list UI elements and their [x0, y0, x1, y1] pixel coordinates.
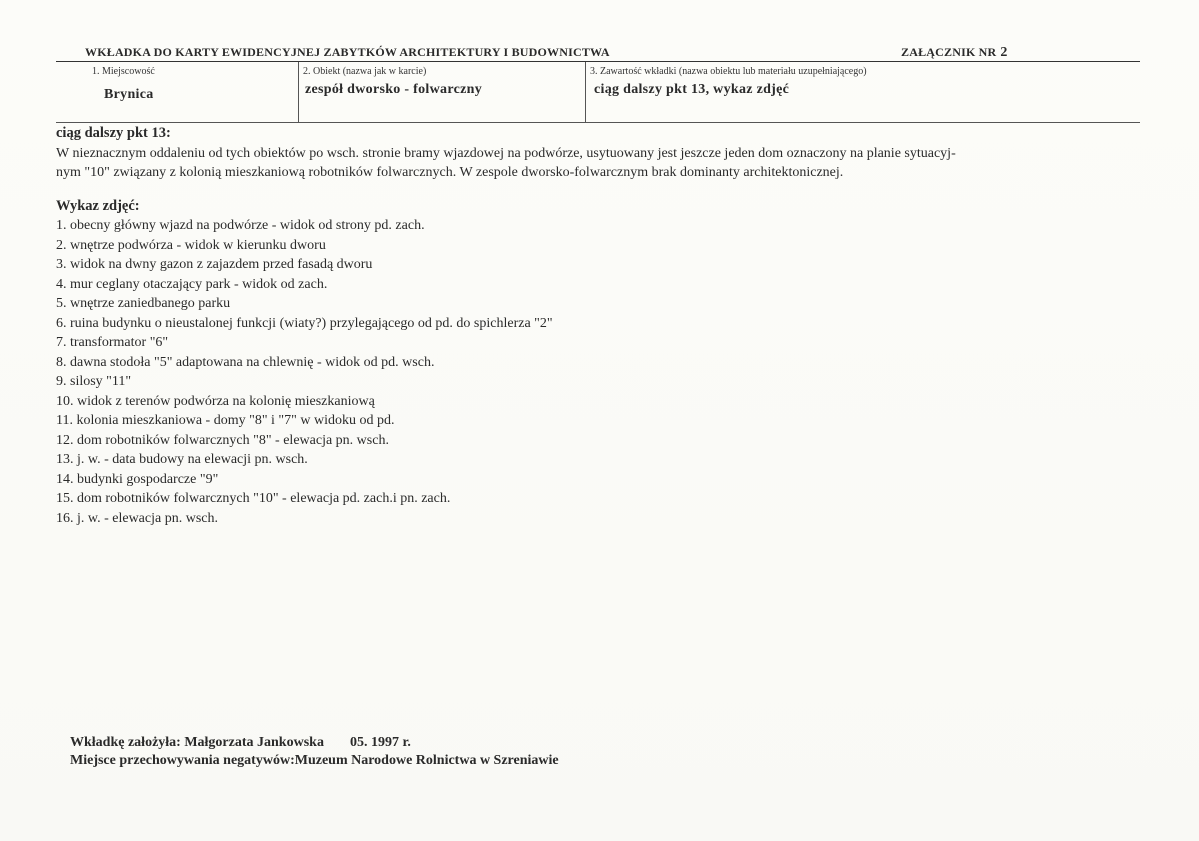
photos-heading: Wykaz zdjęć:	[56, 197, 140, 214]
description-line-2: nym "10" związany z kolonią mieszkaniową robotników folwarcznych. W zespole dworsko-folwarcznym brak dominanty architektonicznej.	[56, 165, 844, 180]
locality-cell	[56, 62, 298, 122]
continuation-heading: ciąg dalszy pkt 13:	[56, 125, 171, 141]
annex-label-text: ZAŁĄCZNIK NR	[901, 45, 997, 59]
object-label: 2. Obiekt (nazwa jak w karcie)	[303, 66, 427, 77]
photo-list-item: 3. widok na dwny gazon z zajazdem przed fasadą dworu	[56, 257, 373, 272]
locality-label: 1. Miejscowość	[92, 66, 155, 77]
photo-list-item: 5. wnętrze zaniedbanego parku	[56, 296, 231, 311]
description-paragraph	[56, 144, 1146, 183]
photo-list-item: 8. dawna stodoła "5" adaptowana na chlewnię - widok od pd. wsch.	[56, 354, 435, 370]
content-value: ciąg dalszy pkt 13, wykaz zdjęć	[594, 82, 790, 97]
document-body	[56, 124, 1146, 528]
creation-date: 05. 1997 r.	[349, 735, 411, 750]
photo-list-item: 14. budynki gospodarcze "9"	[56, 471, 219, 487]
object-cell	[298, 62, 586, 122]
author-row	[70, 734, 559, 752]
photo-list-item: 4. mur ceglany otaczający park - widok od zach.	[56, 276, 328, 292]
content-cell	[585, 62, 1141, 122]
storage-location: Miejsce przechowywania negatywów:Muzeum Narodowe Rolnictwa w Szreniawie	[70, 753, 559, 768]
object-value: zespół dworsko - folwarczny	[305, 82, 482, 97]
document-title: WKŁADKA DO KARTY EWIDENCYJNEJ ZABYTKÓW ARCHITEKTURY I BUDOWNICTWA	[85, 45, 610, 59]
fields-table	[56, 61, 1140, 123]
photo-list-item: 7. transformator "6"	[56, 335, 169, 350]
annex-label	[901, 45, 1008, 61]
photo-list-item: 6. ruina budynku o nieustalonej funkcji (wiaty?) przylegającego od pd. do spichlerza "2"	[56, 315, 553, 331]
photo-list-item: 2. wnętrze podwórza - widok w kierunku dworu	[56, 237, 326, 253]
content-label: 3. Zawartość wkładki (nazwa obiektu lub materiału uzupełniającego)	[590, 66, 867, 77]
document-footer	[70, 734, 559, 770]
description-line-1: W nieznacznym oddaleniu od tych obiektów po wsch. stronie bramy wjazdowej na podwórze, usytuowany jest jeszcze jeden dom oznaczony na planie sytuacyj-	[56, 145, 956, 161]
photo-list-item: 12. dom robotników folwarcznych "8" - elewacja pn. wsch.	[56, 432, 389, 448]
author-text: Wkładkę założyła: Małgorzata Jankowska	[70, 735, 324, 750]
photo-list	[56, 216, 1146, 528]
photo-list-item: 11. kolonia mieszkaniowa - domy "8" i "7" w widoku od pd.	[56, 413, 395, 428]
photo-list-item: 13. j. w. - data budowy na elewacji pn. wsch.	[56, 452, 308, 467]
locality-value: Brynica	[104, 87, 154, 102]
photo-list-item: 10. widok z terenów podwórza na kolonię mieszkaniową	[56, 393, 375, 409]
annex-number: 2	[1000, 45, 1008, 60]
photo-list-item: 15. dom robotników folwarcznych "10" - elewacja pd. zach.i pn. zach.	[56, 491, 451, 506]
photo-list-item: 1. obecny główny wjazd na podwórze - widok od strony pd. zach.	[56, 218, 425, 233]
photo-list-item: 16. j. w. - elewacja pn. wsch.	[56, 510, 218, 526]
photo-list-item: 9. silosy "11"	[56, 374, 132, 389]
